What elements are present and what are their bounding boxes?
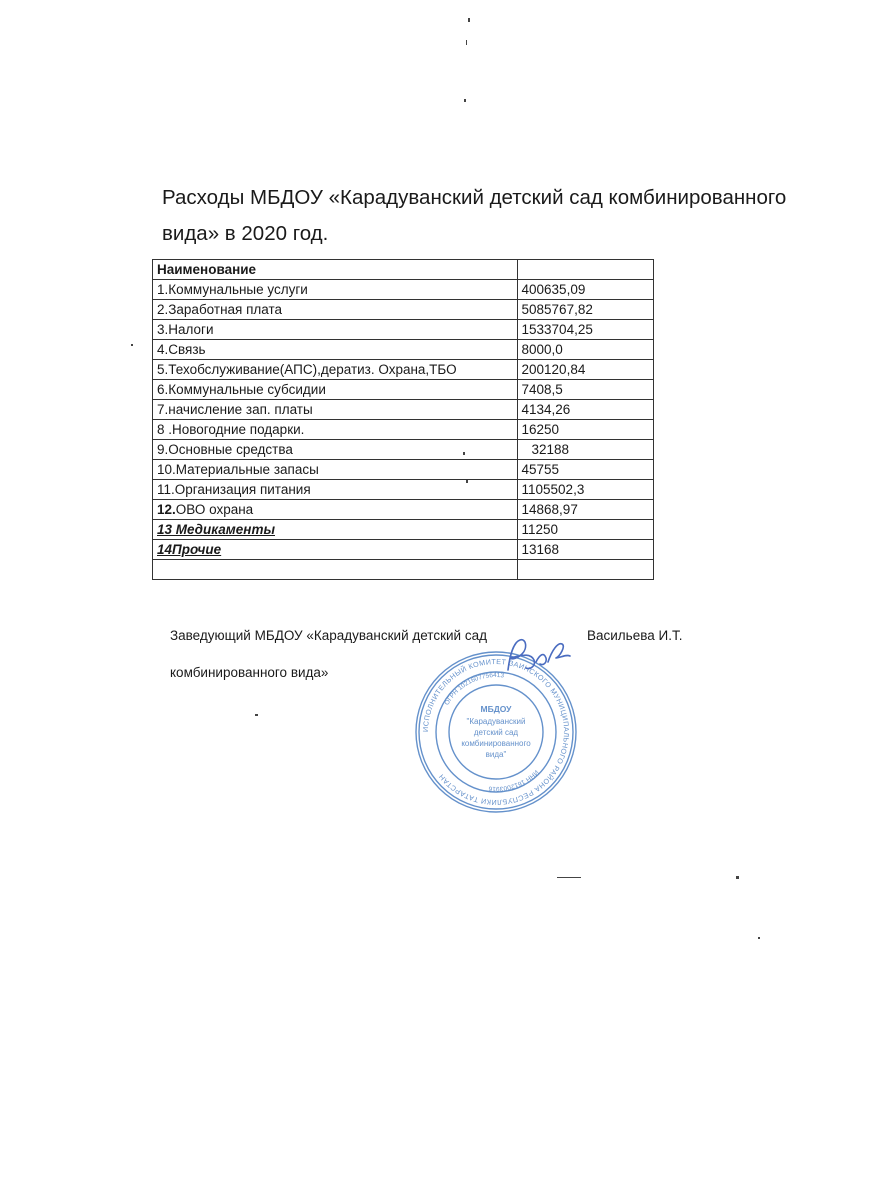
row-value: 5085767,82: [517, 300, 653, 320]
row-name: 13 Медикаменты: [157, 522, 275, 537]
row-name: 14Прочие: [157, 542, 222, 557]
table-row-empty: [153, 560, 654, 580]
scan-speck: [464, 99, 466, 102]
table-row: [153, 360, 654, 380]
row-value: 1105502,3: [517, 480, 653, 500]
row-name: Связь: [168, 342, 206, 357]
stamp-center-line: "Карадуванский: [466, 717, 526, 726]
row-label: [153, 340, 518, 360]
stamp-center-line: детский сад: [473, 728, 519, 737]
table-row: [153, 400, 654, 420]
row-name: Основные средства: [168, 442, 293, 457]
header-name: Наименование: [153, 260, 518, 280]
row-name: Организация питания: [174, 482, 311, 497]
table-row: [153, 300, 654, 320]
row-label: [153, 560, 518, 580]
row-label: [153, 440, 518, 460]
table-row: [153, 420, 654, 440]
row-number: 3.: [157, 322, 169, 337]
stamp-center-line: МБДОУ: [480, 704, 512, 714]
row-name: Коммунальные субсидии: [168, 382, 326, 397]
table-row: [153, 520, 654, 540]
table-row: [153, 320, 654, 340]
scan-speck: [736, 876, 739, 879]
row-number: 6.: [157, 382, 169, 397]
row-label: [153, 280, 518, 300]
scan-speck: [463, 452, 465, 455]
row-name: Налоги: [168, 322, 214, 337]
table-row: [153, 440, 654, 460]
scan-speck: [466, 40, 467, 45]
row-value: 4134,26: [517, 400, 653, 420]
signer-position-line1: Заведующий МБДОУ «Карадуванский детский сад: [170, 628, 487, 643]
scan-speck: [255, 714, 258, 716]
row-value: 400635,09: [517, 280, 653, 300]
row-number: 5.: [157, 362, 169, 377]
row-number: 1.: [157, 282, 169, 297]
table-row: [153, 460, 654, 480]
row-name: Техобслуживание(АПС),дератиз. Охрана,ТБО: [168, 362, 457, 377]
table-row: [153, 280, 654, 300]
row-value: 8000,0: [517, 340, 653, 360]
expenses-table: [152, 259, 654, 580]
row-number: 8 .: [157, 422, 173, 437]
row-value: 13168: [517, 540, 653, 560]
stamp-ogrn: ОГРН 1021607756413: [443, 671, 505, 707]
row-label: [153, 300, 518, 320]
signer-name: Васильева И.Т.: [587, 628, 683, 643]
scan-speck: [557, 877, 581, 878]
row-value: 7408,5: [517, 380, 653, 400]
table-row: [153, 340, 654, 360]
row-name: Заработная плата: [168, 302, 283, 317]
row-label: [153, 480, 518, 500]
handwritten-signature: [500, 632, 580, 678]
page-title: Расходы МБДОУ «Карадуванский детский сад комбинированного вида» в 2020 год.: [162, 186, 787, 245]
row-number: 10.: [157, 462, 176, 477]
row-name: Коммунальные услуги: [168, 282, 308, 297]
row-name: Новогодние подарки.: [172, 422, 305, 437]
table-row: [153, 380, 654, 400]
row-value: 200120,84: [517, 360, 653, 380]
row-label: [153, 540, 518, 560]
stamp-outer-text: ИСПОЛНИТЕЛЬНЫЙ КОМИТЕТ ЗАИНСКОГО МУНИЦИПАЛЬНОГО РАЙОНА РЕСПУБЛИКИ ТАТАРСТАН: [420, 656, 572, 808]
row-value: 32188: [517, 440, 653, 460]
stamp-inn: ИНН 1612003916: [488, 768, 540, 793]
row-name: Материальные запасы: [175, 462, 319, 477]
row-value: 45755: [517, 460, 653, 480]
stamp-center-line: вида": [485, 750, 507, 759]
row-label: [153, 520, 518, 540]
row-value: [517, 560, 653, 580]
row-label: [153, 500, 518, 520]
table-row: [153, 480, 654, 500]
row-value: 11250: [517, 520, 653, 540]
row-number: 12.: [157, 502, 176, 517]
row-value: 14868,97: [517, 500, 653, 520]
scan-speck: [758, 937, 760, 939]
row-number: 11.: [157, 482, 175, 497]
row-value: 1533704,25: [517, 320, 653, 340]
row-number: 9.: [157, 442, 169, 457]
row-label: [153, 420, 518, 440]
row-number: 7.: [157, 402, 169, 417]
scan-speck: [466, 480, 468, 483]
scan-speck: [468, 18, 470, 22]
row-value: 16250: [517, 420, 653, 440]
table-row: [153, 500, 654, 520]
row-label: [153, 460, 518, 480]
table-row: [153, 540, 654, 560]
row-number: 2.: [157, 302, 169, 317]
scan-speck: [131, 344, 133, 346]
row-label: [153, 320, 518, 340]
signer-position-line2: комбинированного вида»: [170, 665, 329, 680]
row-label: [153, 400, 518, 420]
row-name: начисление зап. платы: [168, 402, 313, 417]
row-label: [153, 380, 518, 400]
row-number: 4.: [157, 342, 169, 357]
stamp-center-line: комбинированного: [461, 739, 531, 748]
row-name: ОВО охрана: [175, 502, 254, 517]
table-header-row: [153, 260, 654, 280]
header-value: [517, 260, 653, 280]
row-label: [153, 360, 518, 380]
